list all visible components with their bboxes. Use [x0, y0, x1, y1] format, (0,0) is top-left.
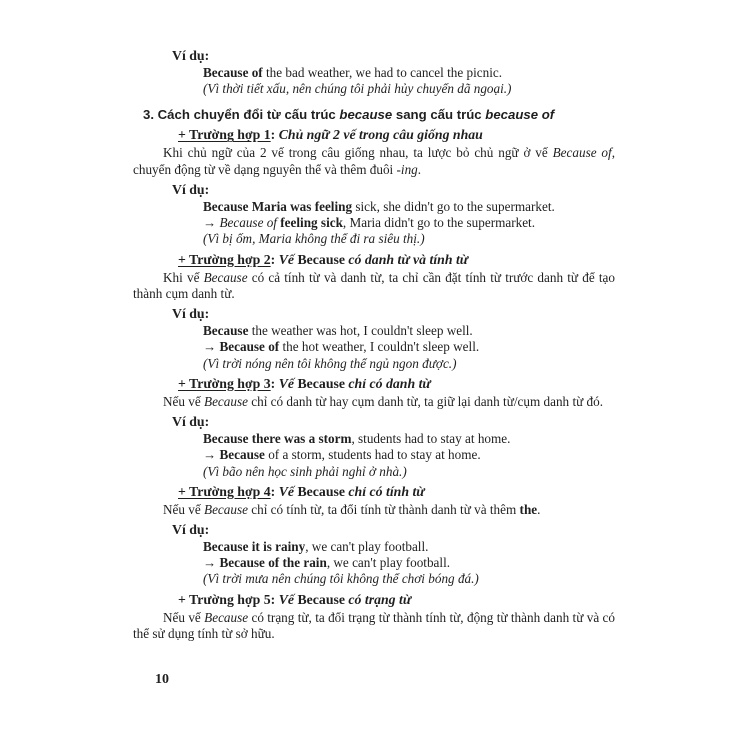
text-segment: , we can't play football. [305, 539, 429, 555]
section-heading [143, 106, 615, 123]
case-heading-3 [178, 375, 615, 392]
text-segment: Vế [278, 251, 298, 267]
text-segment: the [519, 501, 538, 517]
paragraph [133, 502, 615, 518]
text-segment: -ing [396, 161, 418, 177]
text-segment: the hot weather, I couldn't sleep well. [282, 339, 480, 355]
text-segment: Because it is rainy [203, 539, 306, 555]
text-segment: , we can't play football. [326, 555, 451, 571]
text-segment: , students had to stay at home. [351, 431, 511, 447]
text-segment: Because of [552, 145, 612, 161]
text-segment: Vế [278, 591, 298, 607]
page-content [133, 44, 615, 642]
text-segment: Because of [219, 215, 281, 231]
text-segment: (Vì bị ốm, Maria không thể đi ra siêu thị.) [203, 231, 425, 247]
paragraph [133, 394, 615, 410]
text-segment: (Vì thời tiết xấu, nên chúng tôi phải hủy chuyến dã ngoại.) [203, 81, 512, 97]
text-segment: Nếu vế [163, 609, 205, 625]
text-segment: có danh từ và tính từ [344, 251, 469, 267]
text-segment: Nếu vế [163, 393, 205, 409]
text-segment: Because [204, 609, 249, 625]
text-segment: because [339, 107, 393, 123]
case-heading-1 [178, 126, 615, 143]
text-segment: Chủ ngữ 2 vế trong câu giống nhau [278, 127, 483, 143]
example-sentence [203, 65, 615, 81]
example-sentence [203, 199, 615, 215]
example-sentence [203, 431, 615, 447]
text-segment: Because [204, 501, 248, 517]
text-segment: + Trường hợp 5: [178, 591, 279, 607]
paragraph [133, 610, 615, 643]
paragraph [133, 145, 615, 178]
text-segment: Ví dụ: [172, 414, 210, 430]
text-segment: Khi vế [163, 269, 204, 285]
text-segment: + Trường hợp 2 [178, 251, 271, 267]
example-rewritten [203, 447, 615, 463]
text-segment: Khi chủ ngữ của 2 vế trong câu giống nhau, ta lược bỏ chủ ngữ ở vế [163, 145, 553, 161]
text-segment: Because of the rain [219, 555, 327, 571]
text-segment: (Vì trời nóng nên tôi không thể ngủ ngon được.) [203, 355, 457, 371]
translation-line [203, 231, 615, 247]
text-segment: có trạng từ, ta đổi trạng từ thành tính từ, động từ thành danh từ và có thể sử dụng tính từ sở hữu. [133, 609, 615, 641]
text-segment: : [270, 127, 279, 143]
translation-line [203, 571, 615, 587]
page-number: 10 [155, 672, 169, 687]
text-segment: (Vì trời mưa nên chúng tôi không thể chơi bóng đá.) [203, 571, 479, 587]
text-segment: → [203, 215, 220, 231]
text-segment: có cả tính từ và danh từ, ta chỉ cần đặt tính từ trước danh từ để tạo thành cụm danh từ. [133, 269, 615, 301]
text-segment: Vế [278, 375, 298, 391]
text-segment: Because [219, 447, 265, 463]
example-label [172, 413, 615, 430]
text-segment: chỉ có tính từ [344, 483, 425, 499]
text-segment: Vế [278, 483, 298, 499]
text-segment: feeling sick [280, 215, 343, 231]
text-segment: : [270, 375, 279, 391]
text-segment: : [270, 251, 279, 267]
text-segment: → [203, 339, 220, 355]
text-segment: Because [297, 483, 345, 499]
text-segment: Ví dụ: [172, 48, 210, 63]
text-segment: + Trường hợp 4 [178, 483, 271, 499]
text-segment: 3. Cách chuyển đổi từ cấu trúc [143, 107, 340, 123]
text-segment: Nếu vế [163, 501, 205, 517]
text-segment: Because [203, 269, 248, 285]
text-segment: Because [297, 375, 345, 391]
text-segment: + Trường hợp 3 [178, 375, 271, 391]
text-segment: , chuyển động từ về dạng nguyên thể và thêm đuôi [133, 145, 615, 177]
example-sentence [203, 323, 615, 339]
text-segment: of a storm, students had to stay at home. [264, 447, 481, 463]
text-segment: Because [204, 393, 248, 409]
text-segment: sang cấu trúc [392, 107, 486, 123]
case-heading-4 [178, 483, 615, 500]
text-segment: Because [203, 323, 252, 339]
example-rewritten [203, 555, 615, 571]
paragraph [133, 270, 615, 303]
text-segment: Because [297, 251, 345, 267]
text-segment: Because [297, 591, 345, 607]
text-segment: Ví dụ: [172, 522, 210, 538]
text-segment: → [203, 555, 220, 571]
text-segment: Ví dụ: [172, 306, 210, 322]
example-rewritten [203, 339, 615, 355]
text-segment: Because of [219, 339, 283, 355]
text-segment: chỉ có danh từ [344, 375, 431, 391]
example-label [172, 305, 615, 322]
text-segment: → [203, 447, 220, 463]
text-segment: : [270, 483, 279, 499]
case-heading-5 [178, 591, 615, 608]
text-segment: Ví dụ: [172, 182, 210, 197]
text-segment: the weather was hot, I couldn't sleep well. [251, 323, 473, 339]
text-segment: Because Maria was feeling [203, 199, 356, 214]
example-rewritten [203, 215, 615, 231]
translation-line [203, 356, 615, 372]
text-segment: sick, she didn't go to the supermarket. [355, 199, 555, 214]
text-segment: (Vì bão nên học sinh phải nghỉ ở nhà.) [203, 463, 407, 479]
example-sentence [203, 539, 615, 555]
text-segment: the bad weather, we had to cancel the picnic. [266, 65, 503, 80]
case-heading-2 [178, 251, 615, 268]
text-segment: chỉ có danh từ hay cụm danh từ, ta giữ lại danh từ/cụm danh từ đó. [247, 393, 604, 409]
text-segment: . [537, 501, 541, 517]
text-segment: + Trường hợp 1 [178, 127, 271, 143]
example-label [172, 47, 615, 64]
text-segment: , Maria didn't go to the supermarket. [342, 215, 536, 231]
text-segment: . [417, 161, 422, 177]
example-label [172, 521, 615, 538]
text-segment: Because of [203, 65, 266, 80]
example-label [172, 181, 615, 198]
text-segment: because of [485, 107, 555, 123]
translation-line [203, 81, 615, 97]
text-segment: có trạng từ [344, 591, 412, 607]
text-segment: Because there was a storm [203, 431, 352, 447]
translation-line [203, 464, 615, 480]
text-segment: chỉ có tính từ, ta đổi tính từ thành danh từ và thêm [247, 501, 520, 517]
